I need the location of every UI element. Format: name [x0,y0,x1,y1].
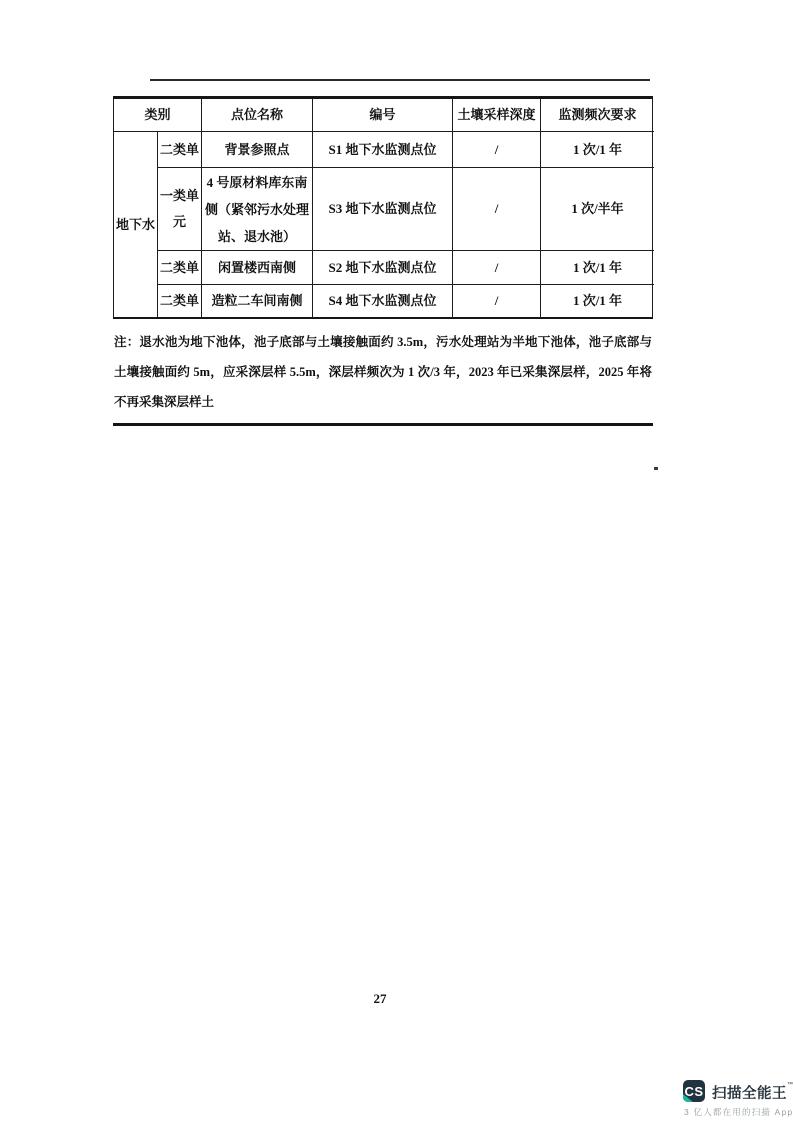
row2-unit-class: 一类单元 [158,168,202,251]
header-monitoring-frequency: 监测频次要求 [541,99,654,132]
row1-depth: / [453,132,541,168]
row4-code: S4 地下水监测点位 [313,285,453,317]
row1-unit-class: 二类单 [158,132,202,168]
row2-code: S3 地下水监测点位 [313,168,453,251]
header-soil-sampling-depth: 土壤采样深度 [453,99,541,132]
row4-depth: / [453,285,541,317]
row3-unit-class: 二类单 [158,251,202,285]
header-category: 类别 [114,99,202,132]
camscanner-logo-icon [683,1080,705,1102]
brand-name: 扫描全能王 [712,1086,787,1102]
row4-point-name: 造粒二车间南侧 [202,285,313,317]
row4-frequency: 1 次/1 年 [572,293,623,309]
groundwater-monitoring-table [113,96,653,426]
scan-artifact-line [150,79,650,81]
row2-frequency: 1 次/半年 [541,168,654,251]
row4-unit-class: 二类单 [158,285,202,317]
row3-point-name: 闲置楼西南侧 [202,251,313,285]
row1-code: S1 地下水监测点位 [313,132,453,168]
logo-cs-letters: CS [684,1083,704,1099]
row3-depth: / [453,251,541,285]
row1-frequency: 1 次/1 年 [541,132,654,168]
table-footnote: 注：退水池为地下池体，池子底部与土壤接触面约 3.5m，污水处理站为半地下池体，池子底部与土壤接触面约 5m，应采深层样 5.5m，深层样频次为 1 次/3 年，2023 年已采集深层样，2025 年将不再采集深层样土 [113,319,653,426]
page-number: 27 [373,991,387,1006]
trademark-mark: ™ [787,1082,793,1088]
row1-point-name: 背景参照点 [202,132,313,168]
row3-code: S2 地下水监测点位 [313,251,453,285]
row2-depth: / [453,168,541,251]
header-code: 编号 [313,99,453,132]
brand-tagline: 3 亿人都在用的扫描 App [684,1107,793,1117]
table-grid [113,96,653,319]
header-point-name: 点位名称 [202,99,313,132]
scan-speck [654,467,658,470]
category-groundwater-cell: 地下水 [114,132,158,317]
brand-line [712,1082,793,1103]
row2-point-name: 4 号原材料库东南侧（紧邻污水处理站、退水池） [202,168,313,251]
row3-frequency: 1 次/1 年 [541,251,654,285]
